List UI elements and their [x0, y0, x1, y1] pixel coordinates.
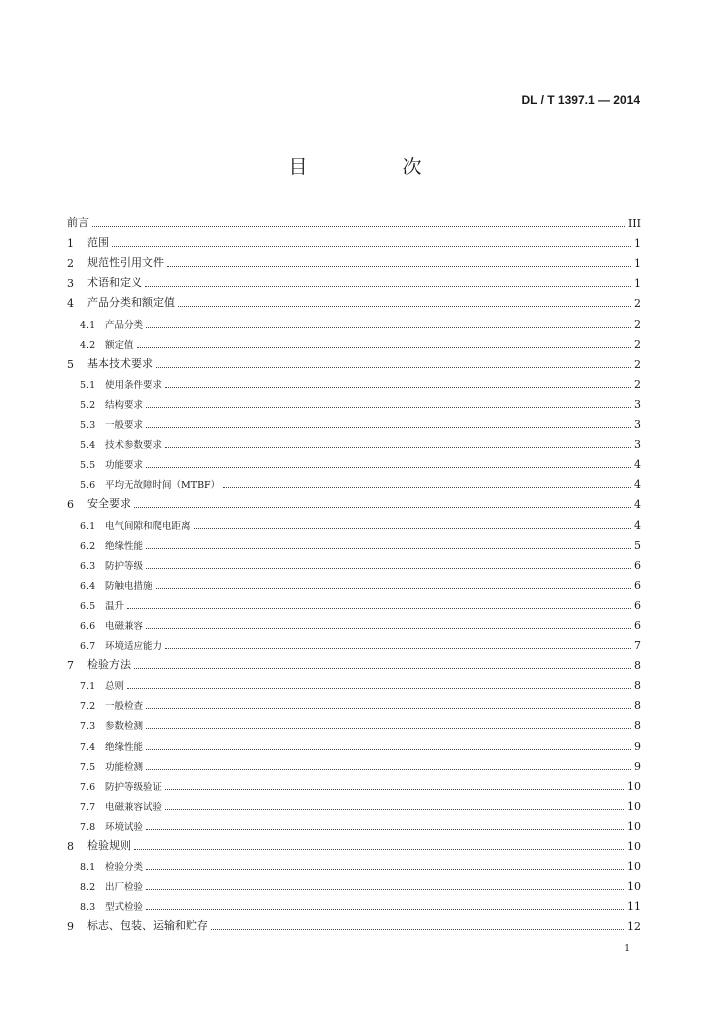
toc-entry-number: 8 — [67, 840, 74, 853]
toc-entry-label: 防护等级 — [105, 560, 144, 572]
toc-entry-page: 10 — [627, 860, 641, 874]
toc-entry-number: 3 — [67, 277, 74, 291]
toc-entry-number: 7.3 — [80, 721, 96, 733]
toc-entry-page: 12 — [627, 920, 641, 934]
toc-entry-label: 一般检查 — [105, 701, 144, 713]
toc-entry-page: 3 — [634, 397, 641, 411]
toc-entry-label: 额定值 — [105, 339, 134, 351]
toc-entry-label: 电磁兼容试验 — [105, 801, 163, 813]
toc-entry[interactable] — [67, 292, 641, 312]
toc-entry-label: 使用条件要求 — [105, 379, 163, 391]
toc-entry-number: 8.2 — [80, 882, 96, 894]
toc-entry[interactable] — [67, 232, 641, 252]
toc-dot-leader — [146, 829, 624, 830]
toc-entry[interactable] — [67, 252, 641, 272]
toc-dot-leader — [156, 367, 631, 368]
toc-dot-leader — [137, 347, 631, 348]
toc-entry-page: 4 — [634, 498, 641, 512]
toc-entry-page: 2 — [634, 377, 641, 391]
toc-dot-leader — [194, 528, 631, 529]
toc-entry-page: 4 — [634, 458, 641, 472]
toc-entry-number: 5.3 — [80, 420, 96, 432]
toc-entry[interactable] — [67, 212, 641, 232]
toc-entry[interactable] — [67, 413, 641, 433]
toc-entry-label: 术语和定义 — [87, 276, 142, 290]
toc-entry-label: 总则 — [105, 681, 125, 693]
toc-entry-number: 6.7 — [80, 641, 96, 653]
toc-entry-number: 6.5 — [80, 600, 96, 612]
toc-dot-leader — [146, 628, 631, 629]
toc-entry-number: 7.8 — [80, 821, 96, 833]
toc-entry-number: 5.5 — [80, 460, 96, 472]
standard-code: DL / T 1397.1 — 2014 — [521, 93, 640, 107]
toc-entry-page: 8 — [634, 659, 641, 673]
toc-entry[interactable] — [67, 755, 641, 775]
toc-dot-leader — [156, 588, 631, 589]
toc-entry[interactable] — [67, 373, 641, 393]
toc-dot-leader — [134, 849, 624, 850]
toc-entry-page: 8 — [634, 679, 641, 693]
toc-entry-page: 2 — [634, 297, 641, 311]
toc-entry[interactable] — [67, 574, 641, 594]
toc-entry-label: 产品分类 — [105, 319, 144, 331]
toc-entry-number: 7.5 — [80, 761, 96, 773]
toc-entry-label: 温升 — [105, 600, 125, 612]
toc-dot-leader — [146, 708, 631, 709]
toc-entry-label: 防护等级验证 — [105, 781, 163, 793]
toc-entry[interactable] — [67, 272, 641, 292]
toc-entry-number: 7.1 — [80, 681, 96, 693]
toc-dot-leader — [165, 648, 631, 649]
toc-entry-page: 3 — [634, 438, 641, 452]
toc-entry[interactable] — [67, 393, 641, 413]
toc-dot-leader — [145, 286, 631, 287]
toc-entry-page: 6 — [634, 618, 641, 632]
toc-entry-label: 产品分类和额定值 — [87, 296, 175, 310]
toc-entry[interactable] — [67, 453, 641, 473]
toc-entry-page: 8 — [634, 719, 641, 733]
toc-entry-label: 检验分类 — [105, 862, 144, 874]
toc-entry-label: 结构要求 — [105, 399, 144, 411]
toc-dot-leader — [127, 688, 631, 689]
toc-entry-label: 基本技术要求 — [87, 356, 153, 370]
toc-entry-number: 7.7 — [80, 801, 96, 813]
toc-entry-label: 功能要求 — [105, 460, 144, 472]
toc-entry-label: 规范性引用文件 — [87, 256, 164, 270]
toc-entry-page: 10 — [627, 880, 641, 894]
toc-entry-label: 电气间隙和爬电距离 — [105, 520, 191, 532]
toc-entry[interactable] — [67, 433, 641, 453]
toc-entry[interactable] — [67, 875, 641, 895]
toc-entry-label: 范围 — [87, 236, 109, 250]
toc-dot-leader — [165, 789, 624, 790]
toc-entry-page: 2 — [634, 317, 641, 331]
toc-dot-leader — [146, 407, 631, 408]
toc-entry-number: 7.4 — [80, 741, 96, 753]
toc-dot-leader — [146, 568, 631, 569]
toc-entry-page: 1 — [634, 257, 641, 271]
toc-entry-page: 2 — [634, 357, 641, 371]
toc-entry-label: 一般要求 — [105, 420, 144, 432]
toc-entry[interactable] — [67, 534, 641, 554]
toc-entry-label: 平均无故障时间（MTBF） — [105, 480, 221, 492]
toc-entry[interactable] — [67, 513, 641, 533]
toc-entry[interactable] — [67, 775, 641, 795]
toc-entry-number: 5 — [67, 357, 74, 371]
toc-entry[interactable] — [67, 312, 641, 332]
toc-entry[interactable] — [67, 554, 641, 574]
toc-entry-number: 4.1 — [80, 319, 96, 331]
toc-entry-page: 10 — [627, 799, 641, 813]
toc-entry[interactable] — [67, 674, 641, 694]
toc-entry[interactable] — [67, 855, 641, 875]
toc-entry-number: 6 — [67, 498, 74, 512]
toc-dot-leader — [146, 427, 631, 428]
toc-entry-page: 10 — [627, 819, 641, 833]
toc-entry-page: 2 — [634, 337, 641, 351]
toc-entry-label: 检验规则 — [87, 839, 131, 852]
toc-entry-number: 4.2 — [80, 339, 96, 351]
toc-entry-number: 5.1 — [80, 379, 96, 391]
toc-dot-leader — [146, 889, 624, 890]
toc-entry-page: 4 — [634, 518, 641, 532]
toc-dot-leader — [165, 809, 624, 810]
toc-entry-page: 8 — [634, 699, 641, 713]
toc-entry-number: 6.1 — [80, 520, 96, 532]
toc-entry-page: 6 — [634, 558, 641, 572]
toc-entry[interactable] — [67, 734, 641, 754]
toc-entry-label: 标志、包装、运输和贮存 — [87, 919, 208, 933]
toc-entry-number: 7 — [67, 659, 74, 673]
toc-entry-page: 4 — [634, 478, 641, 492]
toc-entry-number: 2 — [67, 257, 74, 271]
toc-dot-leader — [146, 467, 631, 468]
toc-entry[interactable] — [67, 493, 641, 513]
toc-entry-number: 7.2 — [80, 701, 96, 713]
toc-entry-page: 3 — [634, 418, 641, 432]
toc-entry-label: 型式检验 — [105, 902, 144, 914]
toc-entry-page: 11 — [627, 900, 641, 914]
toc-dot-leader — [146, 749, 631, 750]
toc-entry-page: 7 — [634, 639, 641, 653]
toc-dot-leader — [146, 769, 631, 770]
toc-entry[interactable] — [67, 694, 641, 714]
toc-entry-number: 6.6 — [80, 620, 96, 632]
page-number: 1 — [624, 944, 630, 954]
toc-entry[interactable] — [67, 714, 641, 734]
toc-entry-label: 功能检测 — [105, 761, 144, 773]
toc-entry[interactable] — [67, 473, 641, 493]
toc-entry-number: 4 — [67, 297, 74, 311]
toc-dot-leader — [127, 608, 631, 609]
toc-dot-leader — [112, 246, 631, 247]
toc-entry-label: 前言 — [67, 216, 89, 230]
toc-entry-number: 6.2 — [80, 540, 96, 552]
toc-entry[interactable] — [67, 895, 641, 915]
toc-entry[interactable] — [67, 594, 641, 614]
toc-dot-leader — [146, 327, 631, 328]
toc-entry[interactable] — [67, 835, 641, 855]
toc-entry-page: 10 — [627, 779, 641, 793]
toc-entry-label: 电磁兼容 — [105, 620, 144, 632]
toc-entry-number: 5.4 — [80, 440, 96, 452]
toc-entry-page: 9 — [634, 739, 641, 753]
toc-entry-label: 环境适应能力 — [105, 641, 163, 653]
toc-entry-label: 安全要求 — [87, 497, 131, 511]
toc-dot-leader — [178, 306, 631, 307]
toc-entry-page: 1 — [634, 277, 641, 291]
toc-entry-label: 环境试验 — [105, 821, 144, 833]
toc-dot-leader — [223, 487, 631, 488]
toc-dot-leader — [146, 728, 631, 729]
toc-entry[interactable] — [67, 333, 641, 353]
toc-dot-leader — [92, 226, 625, 227]
toc-entry-page: 6 — [634, 578, 641, 592]
toc-entry-number: 8.1 — [80, 862, 96, 874]
toc-dot-leader — [146, 548, 631, 549]
toc-entry-page: 6 — [634, 598, 641, 612]
toc-entry[interactable] — [67, 815, 641, 835]
toc-entry-number: 6.4 — [80, 580, 96, 592]
toc-entry[interactable] — [67, 353, 641, 373]
toc-entry-number: 6.3 — [80, 560, 96, 572]
toc-entry-number: 7.6 — [80, 781, 96, 793]
toc-entry[interactable] — [67, 634, 641, 654]
toc-entry-page: 5 — [634, 538, 641, 552]
toc-entry-number: 5.2 — [80, 399, 96, 411]
table-of-contents — [67, 212, 641, 935]
toc-entry-label: 检验方法 — [87, 658, 131, 672]
toc-dot-leader — [165, 447, 631, 448]
toc-entry-page: III — [627, 217, 641, 231]
toc-entry[interactable] — [67, 614, 641, 634]
toc-entry-number: 9 — [67, 920, 74, 934]
toc-entry-label: 出厂检验 — [105, 882, 144, 894]
toc-dot-leader — [167, 266, 631, 267]
toc-entry-page: 9 — [634, 759, 641, 773]
toc-entry-page: 1 — [634, 237, 641, 251]
page-title: 目 次 — [288, 156, 460, 178]
toc-entry[interactable] — [67, 915, 641, 935]
toc-dot-leader — [146, 909, 624, 910]
toc-entry-label: 绝缘性能 — [105, 540, 144, 552]
toc-entry-page: 10 — [627, 840, 641, 853]
toc-dot-leader — [134, 668, 631, 669]
toc-entry-label: 参数检测 — [105, 721, 144, 733]
toc-entry-label: 技术参数要求 — [105, 440, 163, 452]
toc-entry-label: 绝缘性能 — [105, 741, 144, 753]
toc-dot-leader — [146, 869, 624, 870]
toc-entry[interactable] — [67, 795, 641, 815]
toc-dot-leader — [211, 929, 624, 930]
toc-dot-leader — [165, 387, 631, 388]
toc-entry-label: 防触电措施 — [105, 580, 153, 592]
toc-entry-number: 1 — [67, 237, 74, 251]
toc-entry[interactable] — [67, 654, 641, 674]
toc-entry-number: 5.6 — [80, 480, 96, 492]
toc-dot-leader — [134, 507, 631, 508]
toc-entry-number: 8.3 — [80, 902, 96, 914]
